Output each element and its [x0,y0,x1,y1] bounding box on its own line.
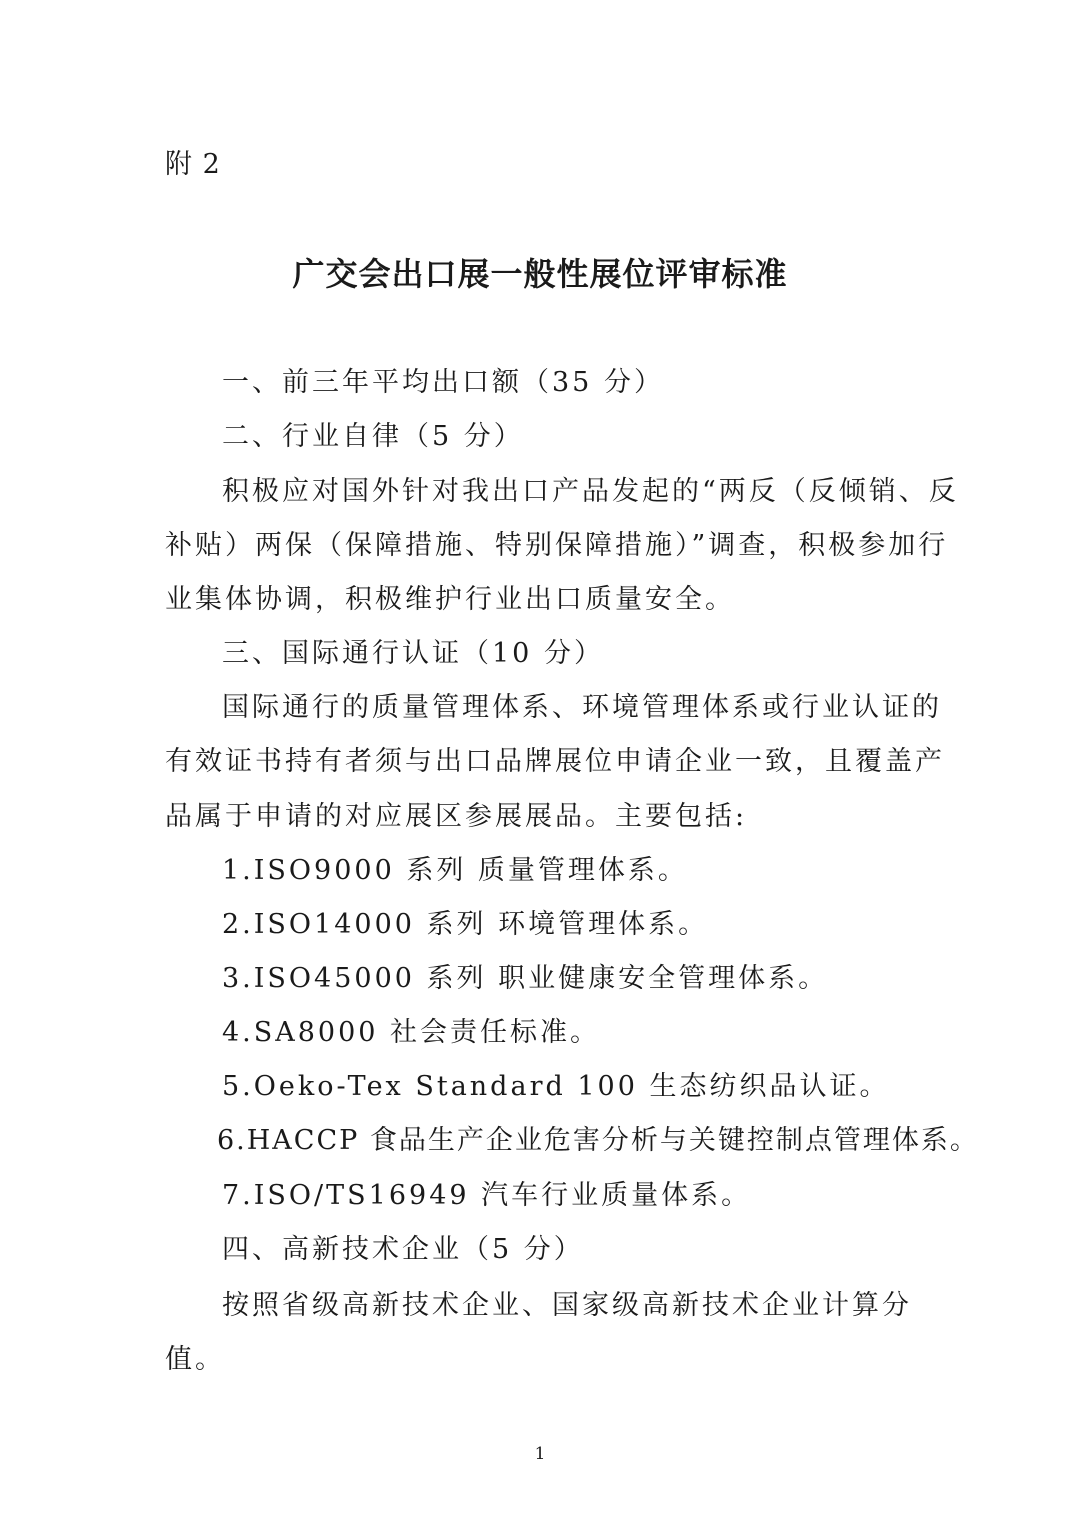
section-heading-2: 二、行业自律（5 分） [222,421,524,452]
paragraph-line: 有效证书持有者须与出口品牌展位申请企业一致，且覆盖产 [165,746,945,777]
paragraph-line: 补贴）两保（保障措施、特别保障措施）”调查，积极参加行 [165,530,949,561]
section-heading-4: 四、高新技术企业（5 分） [222,1234,584,1265]
section-heading-1: 一、前三年平均出口额（35 分） [222,367,664,398]
section-heading-3: 三、国际通行认证（10 分） [222,638,604,669]
paragraph-line: 业集体协调，积极维护行业出口质量安全。 [165,584,735,615]
paragraph-line: 积极应对国外针对我出口产品发起的“两反（反倾销、反 [222,476,959,507]
document-title: 广交会出口展一般性展位评审标准 [292,255,788,293]
paragraph-line: 值。 [165,1344,225,1375]
list-item: 3.ISO45000 系列 职业健康安全管理体系。 [222,963,829,994]
annex-label: 附 2 [165,149,221,180]
list-item: 5.Oeko-Tex Standard 100 生态纺织品认证。 [222,1071,890,1102]
paragraph-line: 按照省级高新技术企业、国家级高新技术企业计算分 [222,1290,912,1321]
list-item: 2.ISO14000 系列 环境管理体系。 [222,909,709,940]
page-number: 1 [534,1444,546,1464]
list-item: 7.ISO/TS16949 汽车行业质量体系。 [222,1180,752,1211]
list-item: 1.ISO9000 系列 质量管理体系。 [222,855,688,886]
paragraph-line: 国际通行的质量管理体系、环境管理体系或行业认证的 [222,692,942,723]
paragraph-line: 品属于申请的对应展区参展展品。主要包括: [165,801,748,832]
list-item: 4.SA8000 社会责任标准。 [222,1017,601,1048]
list-item: 6.HACCP 食品生产企业危害分析与关键控制点管理体系。 [217,1125,979,1156]
